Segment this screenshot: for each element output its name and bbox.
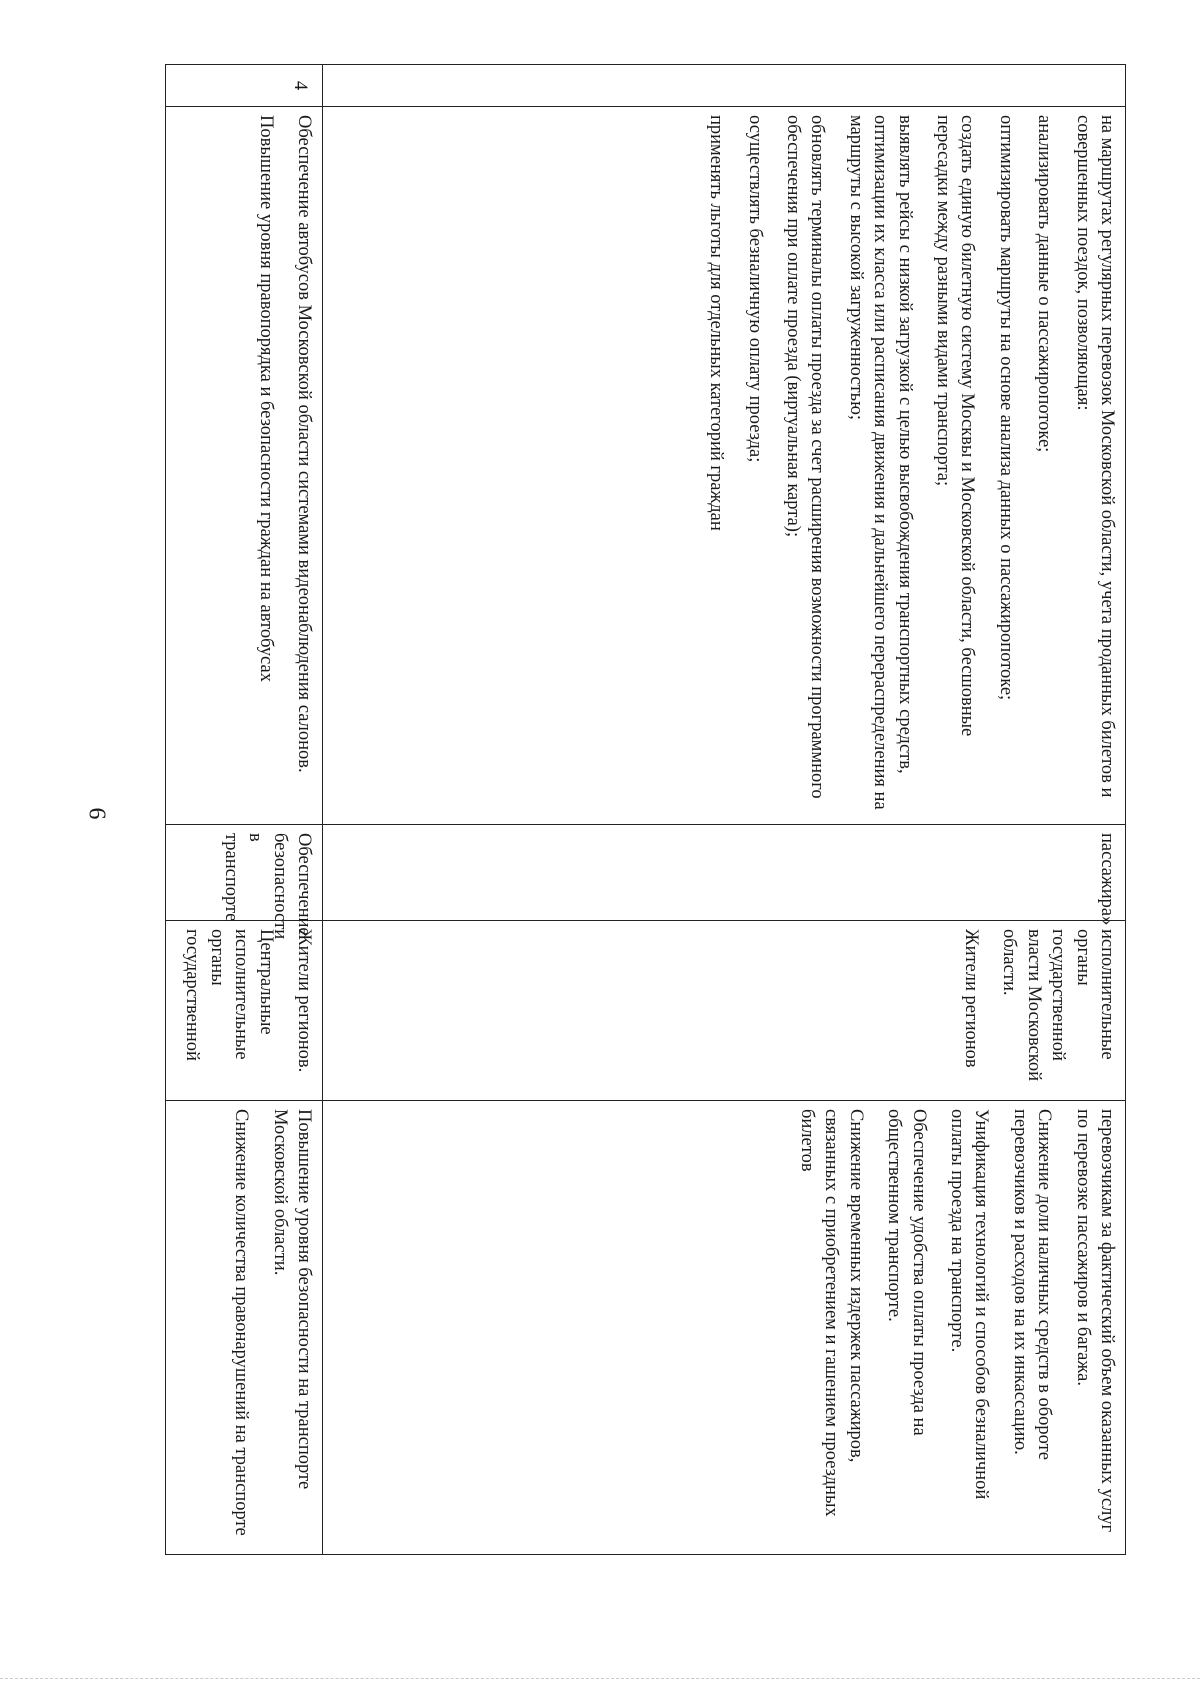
participant-text: исполнительные органы государственной власти Московской области. [999,929,1117,1082]
result-text: Снижение количества правонарушений на транспорте [231,1109,252,1536]
measure-text: осуществлять безналичную оплату проезда; [744,115,765,463]
results-cell [166,1101,323,1555]
measure-text: выявлять рейсы с низкой загрузкой с целью высвобождения транспортных средств, оптимизации их класса или расписания движения и дальнейшего перераспределения на маршруты с высокой загруженностью; [845,115,915,810]
participant-text: Жители регионов [960,929,981,1068]
row-number-cell: 4 [166,65,323,107]
participants-cell [166,921,323,1101]
measure-text: Обеспечение автобусов Московской области системами видеонаблюдения салонов. [294,115,314,773]
participant-text: Центральные исполнительные органы государственной [182,929,276,1061]
result-text: Унификация технологий и способов безналичной оплаты проезда на транспорте. [946,1109,992,1500]
participant-text: Жители регионов. [294,929,314,1073]
task-text: Обеспечение безопасности в транспорте [220,833,314,940]
result-text: Снижение временных издержек пассажиров, связанных с приобретением и гашением проездных билетов [796,1109,866,1517]
measure-text: обновлять терминалы оплаты проезда за счет расширения возможности программного обеспечения при оплате проезда (виртуальная карта); [782,115,828,799]
rotated-table-container [166,64,1126,1554]
task-cell [166,825,323,940]
result-text: Повышение уровня безопасности на транспорте Московской области. [269,1109,314,1490]
table-row [323,65,1126,1555]
participants-cell [323,921,1126,1101]
results-cell [323,1101,1126,1555]
task-text: пассажира» [1097,833,1117,926]
measure-text: создать единую билетную систему Москвы и Московской области, бесшовные пересадки между разными видами транспорта; [932,115,978,737]
measures-cell [166,107,323,825]
measures-cell [323,107,1126,825]
measure-text: Повышение уровня правопорядка и безопасности граждан на автобусах [255,115,276,682]
page-number: 6 [83,807,110,820]
result-text: Обеспечение удобства оплаты проезда на общественном транспорте. [884,1109,929,1436]
document-table [165,64,1126,1555]
table-row [166,65,323,1555]
task-cell [323,825,1126,926]
result-text: Снижение доли наличных средств в обороте перевозчиков и расходов на их инкассацию. [1009,1109,1055,1460]
scan-edge-line [0,1678,1200,1679]
row-number-cell [323,65,1126,107]
measure-text: анализировать данные о пассажиропотоке; [1034,115,1055,453]
measure-text: применять льготы для отдельных категорий граждан [706,115,727,531]
measure-text: оптимизировать маршруты на основе анализа данных о пассажиропотоке; [995,115,1016,701]
measure-text: на маршрутах регулярных перевозок Московской области, учета проданных билетов и совершенных поездок, позволяющая: [1072,115,1117,798]
result-text: перевозчикам за фактический объем оказанных услуг по перевозке пассажиров и багажа. [1072,1109,1117,1533]
